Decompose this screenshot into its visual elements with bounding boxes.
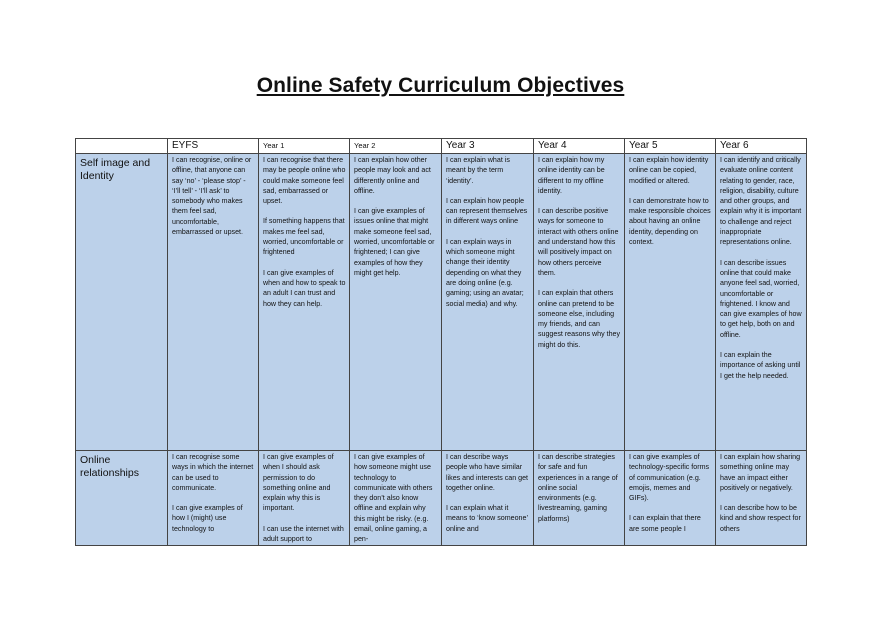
table-cell (716, 451, 807, 546)
table-cell (350, 154, 442, 451)
header-cell (76, 139, 168, 154)
cell-paragraph: I can explain how other people may look and act differently online and offline. (354, 156, 431, 195)
cell-paragraph: I can explain that there are some people I (629, 514, 701, 533)
table-cell (168, 451, 259, 546)
table-cell (625, 154, 716, 451)
table-cell (442, 154, 534, 451)
cell-paragraph: I can give examples of when I should ask permission to do something online and explain why this is important. (263, 453, 334, 513)
row-label: Self image and Identity (76, 154, 168, 451)
header-cell: EYFS (168, 139, 259, 154)
row-label: Online relationships (76, 451, 168, 546)
cell-paragraph: I can recognise that there may be people online who could make someone feel sad, embarrassed or upset. (263, 156, 346, 206)
header-cell: Year 5 (625, 139, 716, 154)
cell-paragraph: I can explain that others online can pretend to be someone else, including my friends, and can suggest reasons why they might do this. (538, 289, 621, 349)
header-cell: Year 1 (259, 139, 350, 154)
cell-paragraph: I can describe strategies for safe and fun experiences in a range of online social environments (e.g. livestreaming, gaming platforms) (538, 453, 618, 523)
table-cell (534, 154, 625, 451)
cell-paragraph: If something happens that makes me feel sad, worried, uncomfortable or frightened (263, 217, 345, 257)
cell-paragraph: I can recognise some ways in which the internet can be used to communicate. (172, 453, 254, 492)
cell-paragraph: I can describe ways people who have similar likes and interests can get together online. (446, 453, 529, 492)
table-row (76, 451, 807, 546)
cell-paragraph: I can explain how people can represent themselves in different ways online (446, 196, 528, 226)
header-cell: Year 4 (534, 139, 625, 154)
table-cell (350, 451, 442, 546)
header-cell: Year 2 (350, 139, 442, 154)
cell-paragraph: I can demonstrate how to make responsible choices about having an online identity, depending on context. (629, 196, 711, 247)
cell-paragraph: I can give examples of how someone might use technology to communicate with others they don’t also know offline and explain why this might be risky. (e.g. email, online gaming, a pen- (354, 453, 433, 544)
cell-paragraph: I can identify and critically evaluate online content relating to gender, race, religion, disability, culture and other groups, and explain why it is important to challenge and reject inappropriate representations online. (720, 156, 802, 247)
cell-paragraph: I can explain the importance of asking until I get the help needed. (720, 351, 801, 380)
table-cell (534, 451, 625, 546)
curriculum-table (75, 138, 807, 546)
cell-paragraph: I can give examples of when and how to speak to an adult I can trust and how they can help. (263, 268, 346, 308)
cell-paragraph: I can describe positive ways for someone to interact with others online and understand how this will positively impact on how others perceive them. (538, 207, 619, 277)
cell-paragraph: I can explain what it means to ‘know someone’ online and (446, 504, 528, 533)
cell-paragraph: I can explain how sharing something online may have an impact either positively or negatively. (720, 453, 801, 492)
header-cell: Year 3 (442, 139, 534, 154)
cell-paragraph: I can explain ways in which someone might change their identity depending on what they are doing online (e.g. gaming; using an avatar; social media) and why. (446, 237, 524, 308)
table-header-row (76, 139, 807, 154)
table-cell (442, 451, 534, 546)
header-cell: Year 6 (716, 139, 807, 154)
cell-paragraph: I can explain how my online identity can be different to my offline identity. (538, 156, 605, 195)
document-title: Online Safety Curriculum Objectives (256, 74, 625, 97)
cell-paragraph: I can recognise, online or offline, that anyone can say ‘no’ - ‘please stop’ - ‘I’ll tell’ - ‘I’ll ask’ to somebody who makes them feel sad, uncomfortable, embarrassed or upset. (172, 156, 252, 237)
cell-paragraph: I can explain what is meant by the term ‘identity’. (446, 156, 510, 185)
cell-paragraph: I can describe issues online that could make anyone feel sad, worried, uncomfortable or frightened. I know and can give examples of how to get help, both on and offline. (720, 258, 802, 339)
table-cell (259, 154, 350, 451)
cell-paragraph: I can explain how identity online can be copied, modified or altered. (629, 156, 709, 185)
table-cell (168, 154, 259, 451)
table-row (76, 154, 807, 451)
table-cell (716, 154, 807, 451)
table-cell (259, 451, 350, 546)
table-cell (625, 451, 716, 546)
cell-paragraph: I can use the internet with adult support to (263, 524, 344, 544)
cell-paragraph: I can describe how to be kind and show respect for others (720, 504, 801, 533)
cell-paragraph: I can give examples of issues online that might make someone feel sad, worried, uncomfortable or frightened; I can give examples of how they might get help. (354, 207, 435, 277)
cell-paragraph: I can give examples of how I (might) use technology to (172, 504, 243, 533)
cell-paragraph: I can give examples of technology-specific forms of communication (e.g. emojis, memes and GIFs). (629, 453, 710, 503)
